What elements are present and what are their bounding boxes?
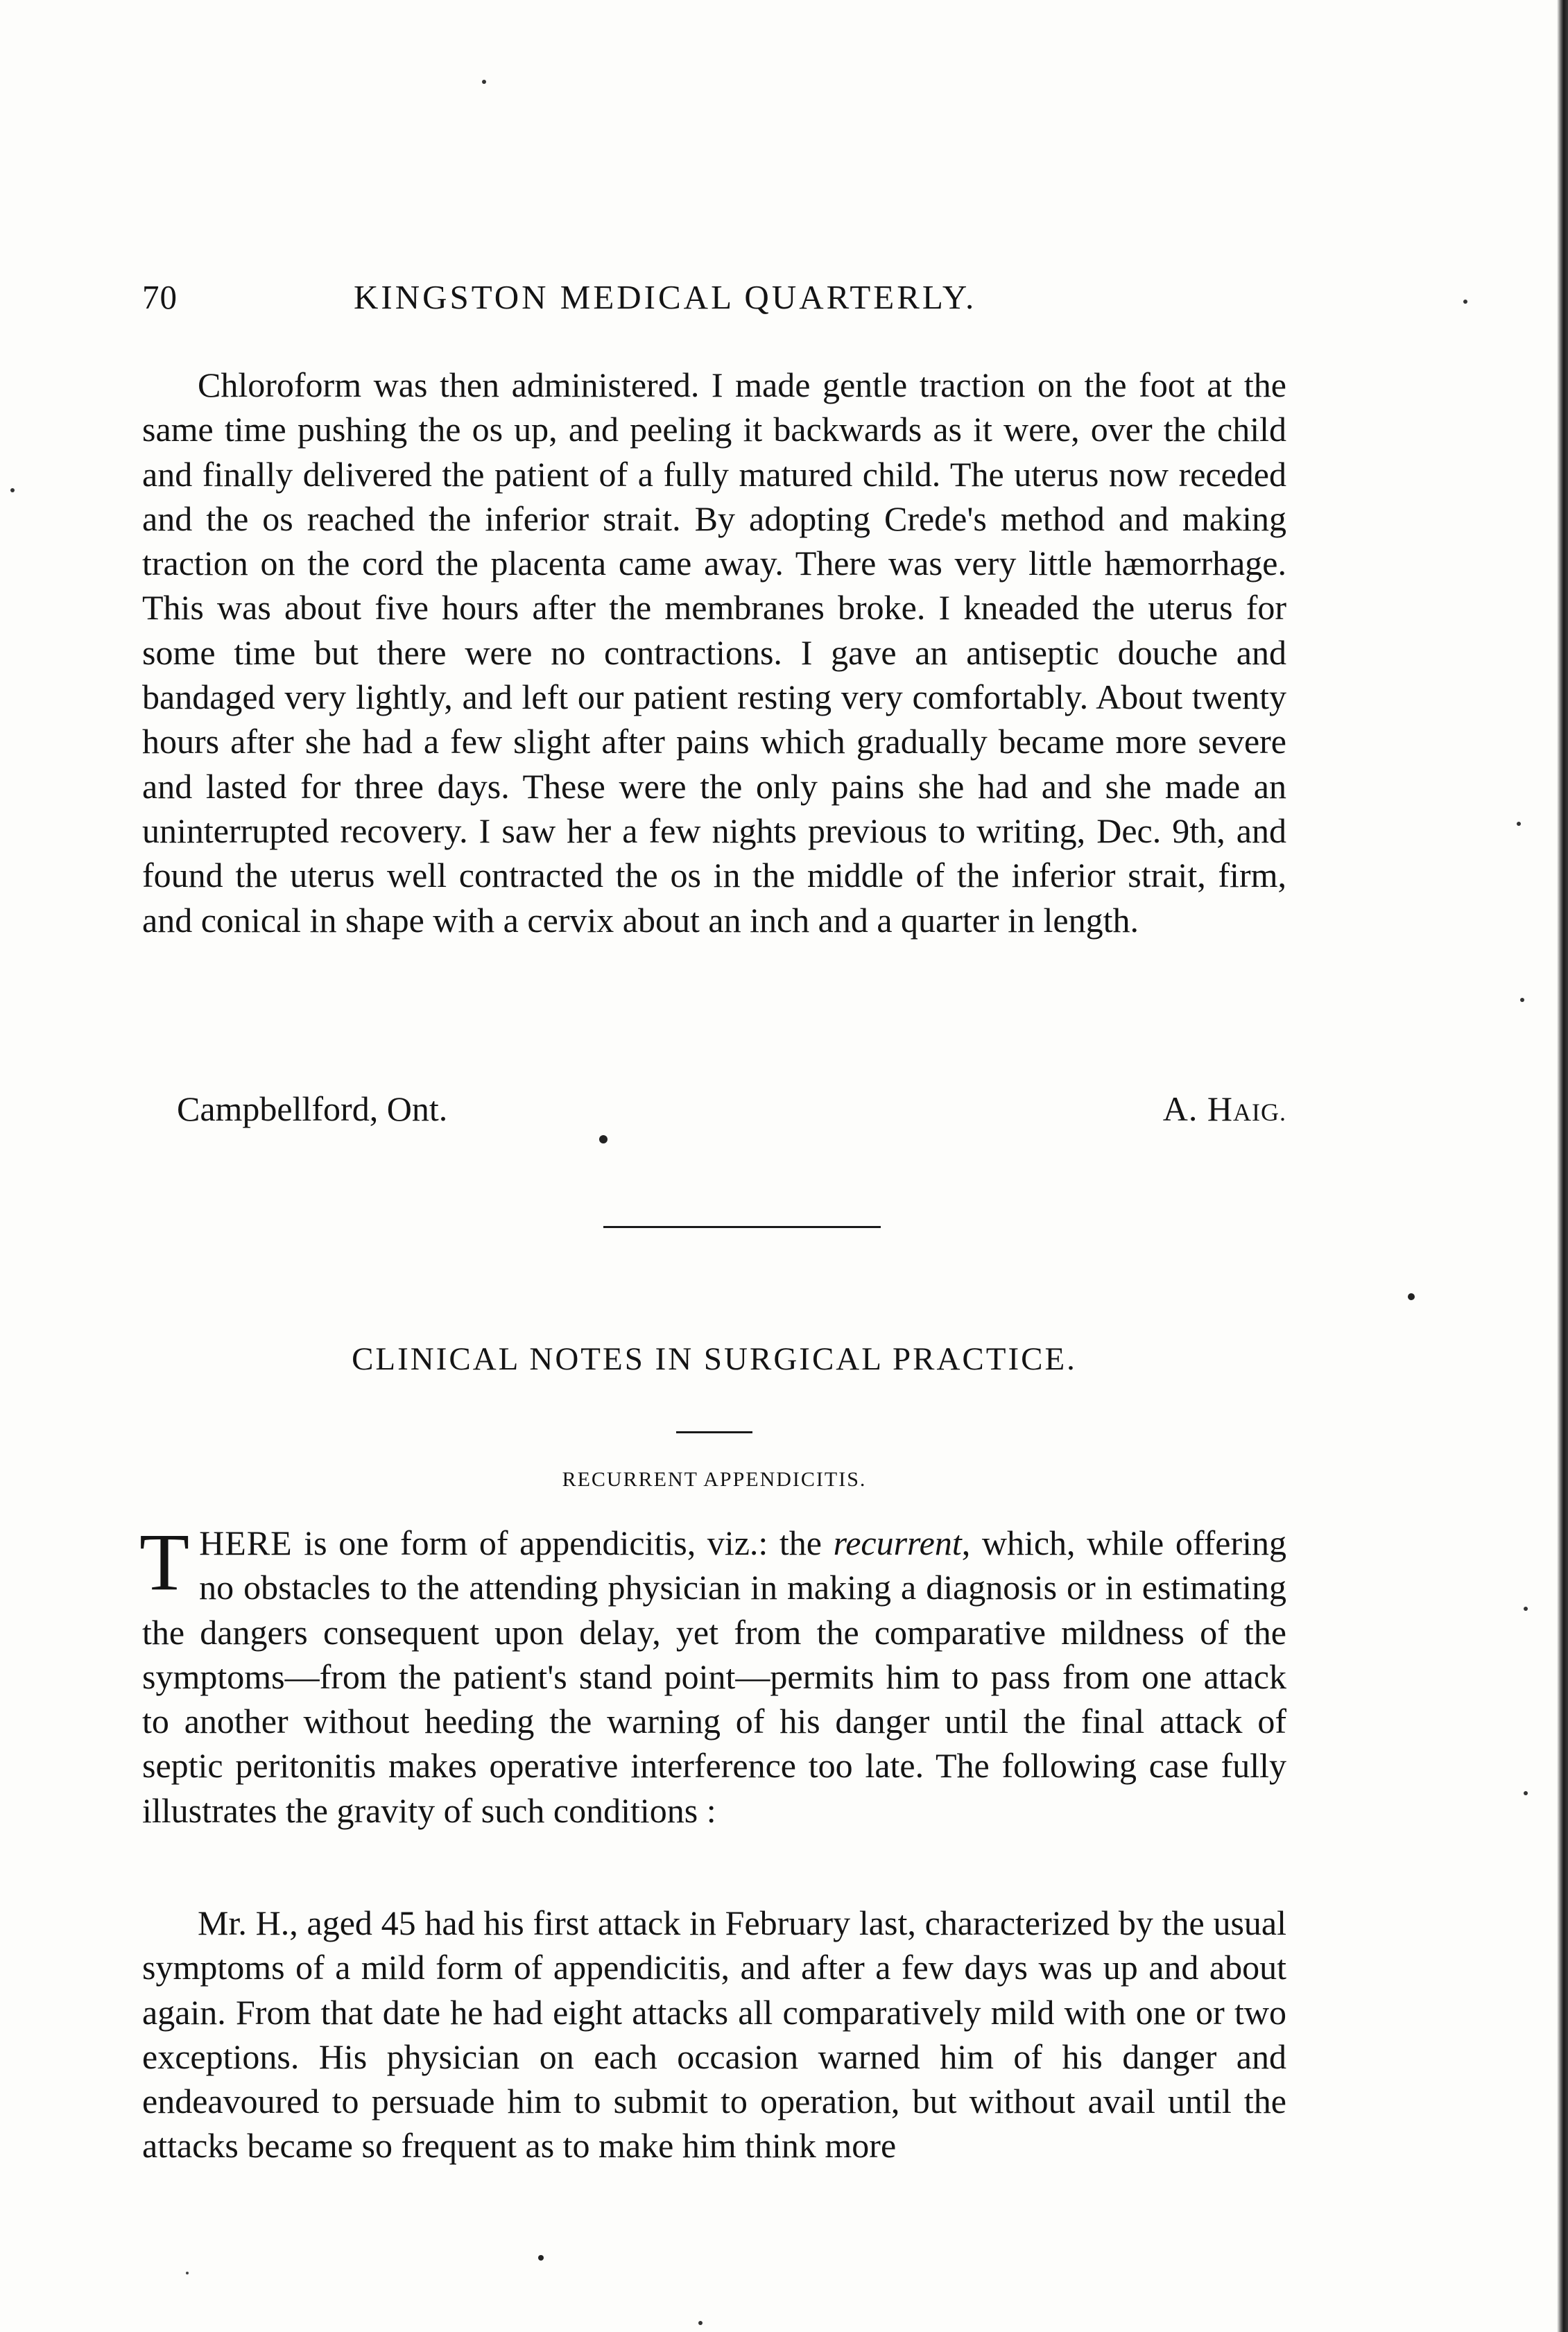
signature-place: Campbellford, Ont. <box>177 1089 448 1128</box>
para1-rest: , which, while offering no obstacles to the attending physician in making a diagnosis or in estimating the dangers consequent upon delay, yet from the comparative mildness of the symptoms—from the patient's stand point—permits him to pass from one attack to another without heeding the warning of his danger until the final attack of septic peritonitis makes operative interference too late. The following case fully illustrates the gravity of such conditions : <box>142 1523 1286 1830</box>
drop-cap: T <box>139 1517 190 1607</box>
speck <box>1524 1791 1528 1795</box>
section-title: CLINICAL NOTES IN SURGICAL PRACTICE. <box>352 1341 1077 1377</box>
section-divider-rule <box>603 1226 881 1228</box>
article-paragraph-2: Mr. H., aged 45 had his first attack in February last, characterized by the usual symptoms of a mild form of appendicitis, and after a few days was up and about again. From that date he had eight attacks all comparatively mild with one or two exceptions. His physician on each occasion warned him of his danger and endeavoured to persuade him to submit to operation, but without avail until the attacks became so frequent as to make him think more <box>142 1903 1286 2166</box>
article-body <box>139 1517 1286 1833</box>
letter-paragraph: Chloroform was then administered. I made gentle traction on the foot at the same time pushing the os up, and peeling it backwards as it were, over the child and finally delivered the patient of a fully matured child. The uterus now receded and the os reached the inferior strait. By adopting Crede's method and making traction on the cord the placenta came away. There was very little hæmorrhage. This was about five hours after the membranes broke. I kneaded the uterus for some time but there were no contractions. I gave an antiseptic douche and bandaged very lightly, and left our patient resting very comfortably. About twenty hours after she had a few slight after pains which gradually became more severe and lasted for three days. These were the only pains she had and she made an uninterrupted recovery. I saw her a few nights previous to writing, Dec. 9th, and found the uterus well contracted the os in the middle of the inferior strait, firm, and conical in shape with a cervix about an inch and a quarter in length. <box>142 365 1286 940</box>
article-body-continued <box>142 1901 1286 2168</box>
speck <box>186 2272 189 2274</box>
speck <box>10 488 15 492</box>
subsection-title: RECURRENT APPENDICITIS. <box>562 1468 867 1491</box>
signature-author <box>1163 1087 1286 1134</box>
journal-title: KINGSTON MEDICAL QUARTERLY. <box>354 278 977 316</box>
speck <box>1520 998 1524 1002</box>
speck <box>1524 1607 1528 1611</box>
speck <box>698 2321 703 2325</box>
page-number: 70 <box>142 278 178 316</box>
speck <box>1517 822 1521 826</box>
speck <box>482 80 486 84</box>
author-surname-smallcaps: AIG. <box>1233 1098 1286 1126</box>
speck <box>538 2255 544 2261</box>
title-underline-rule <box>676 1431 752 1433</box>
letter-body <box>142 363 1286 942</box>
para1-lead: is one form of appendicitis, viz.: the <box>292 1523 834 1562</box>
article-paragraph-1 <box>139 1517 1286 1833</box>
signature-line <box>177 1087 1286 1131</box>
speck <box>1408 1293 1415 1300</box>
speck <box>599 1135 608 1143</box>
author-initial: A. H <box>1162 1089 1234 1128</box>
first-word-rest: HERE <box>199 1523 293 1562</box>
speck <box>1463 300 1467 304</box>
para1-emphasis: recurrent <box>833 1523 962 1562</box>
binding-edge <box>1557 0 1568 2332</box>
running-head <box>142 277 1286 319</box>
